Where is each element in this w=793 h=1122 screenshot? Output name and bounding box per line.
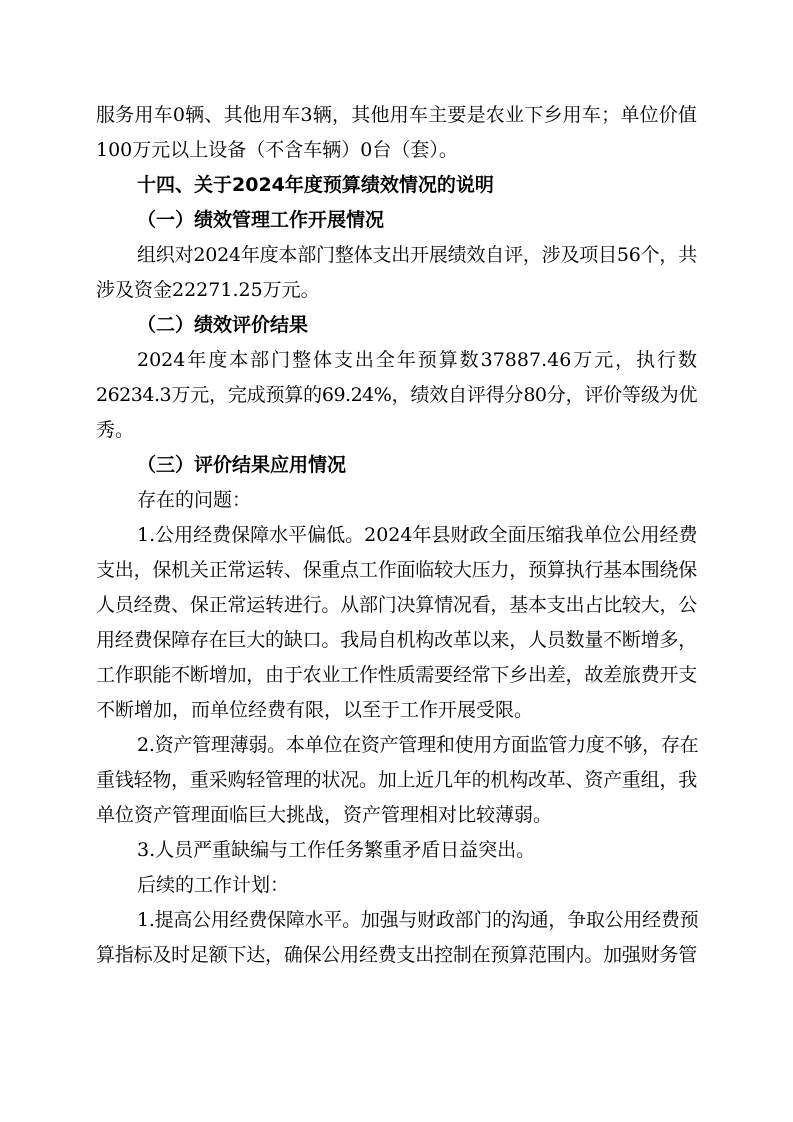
body-text-line: 算指标及时足额下达，确保公用经费支出控制在预算范围内。加强财务管 [96,944,697,966]
body-text-line: 支出，保机关正常运转、保重点工作面临较大压力，预算执行基本围绕保 [96,559,697,581]
subsection-heading: （一）绩效管理工作开展情况 [137,209,385,231]
section-heading: 十四、关于2024年度预算绩效情况的说明 [137,174,494,196]
document-body [96,98,697,973]
body-text-line: 26234.3万元，完成预算的69.24%，绩效自评得分80分，评价等级为优 [96,384,697,406]
body-text-line: 2.资产管理薄弱。本单位在资产管理和使用方面监管力度不够，存在 [137,734,699,756]
body-text-line: 存在的问题： [137,489,252,511]
subsection-heading: （三）评价结果应用情况 [137,454,347,476]
body-text-line: 用经费保障存在巨大的缺口。我局自机构改革以来，人员数量不断增多， [96,629,697,651]
body-text-line: 100万元以上设备（不含车辆）0台（套）。 [96,139,458,161]
subsection-heading: （二）绩效评价结果 [137,314,309,336]
body-text-line: 重钱轻物，重采购轻管理的状况。加上近几年的机构改革、资产重组，我 [96,769,697,791]
body-text-line: 秀。 [96,419,135,441]
body-text-line: 工作职能不断增加，由于农业工作性质需要经常下乡出差，故差旅费开支 [96,664,697,686]
body-text-line: 1.公用经费保障水平偏低。2024年县财政全面压缩我单位公用经费 [137,524,698,546]
body-text-line: 组织对2024年度本部门整体支出开展绩效自评，涉及项目56个，共 [137,244,697,266]
body-text-line: 不断增加，而单位经费有限，以至于工作开展受限。 [96,699,534,721]
body-text-line: 3.人员严重缺编与工作任务繁重矛盾日益突出。 [137,839,536,861]
body-text-line: 涉及资金22271.25万元。 [96,279,320,301]
body-text-line: 服务用车0辆、其他用车3辆，其他用车主要是农业下乡用车；单位价值 [96,104,697,126]
body-text-line: 单位资产管理面临巨大挑战，资产管理相对比较薄弱。 [96,804,553,826]
body-text-line: 1.提高公用经费保障水平。加强与财政部门的沟通，争取公用经费预 [137,909,699,931]
body-text-line: 人员经费、保正常运转进行。从部门决算情况看，基本支出占比较大，公 [96,594,697,616]
body-text-line: 2024年度本部门整体支出全年预算数37887.46万元，执行数 [137,349,697,371]
body-text-line: 后续的工作计划： [137,874,290,896]
